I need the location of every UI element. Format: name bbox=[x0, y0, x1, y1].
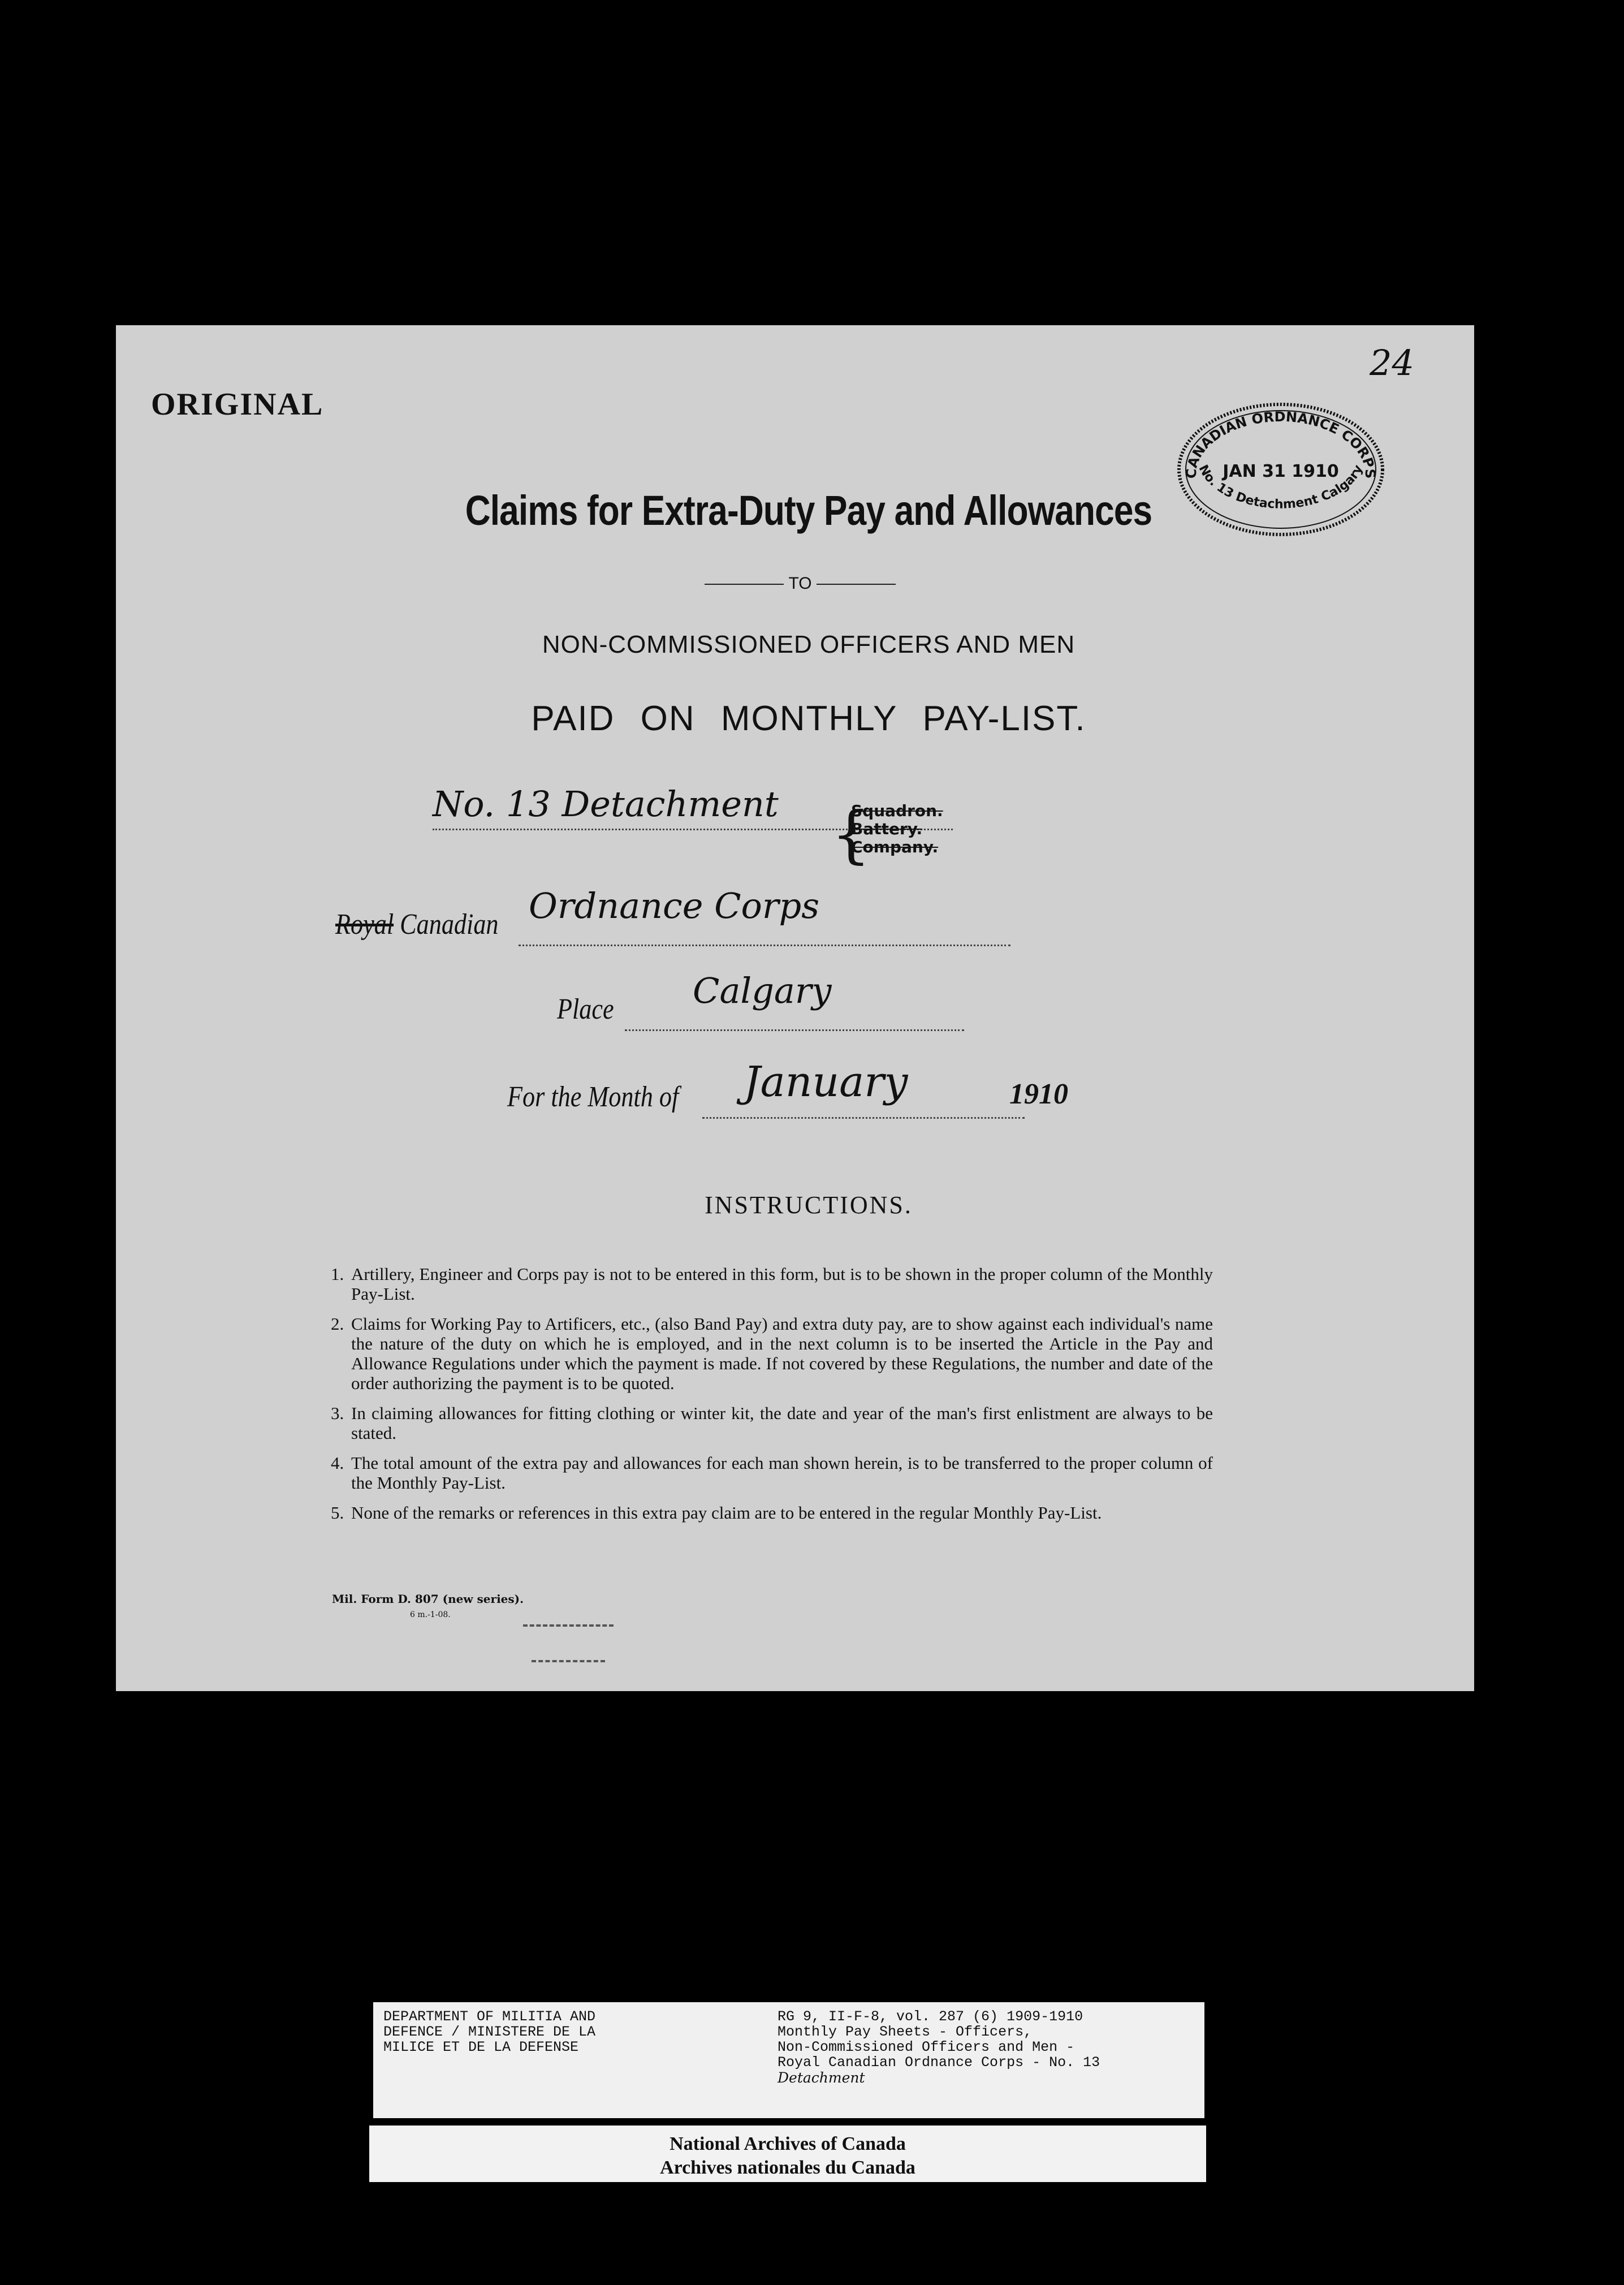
record-group-text: RG 9, II-F-8, vol. 287 (6) 1909-1910 Monthly Pay Sheets - Officers, Non-Commissioned Officers and Men - Royal Canadian Ordnance Corps - No. 13 Detachment bbox=[778, 2008, 1100, 2086]
stamp-bottom-text: No. 13 Detachment Calgary bbox=[1195, 462, 1366, 512]
canadian-label: Canadian bbox=[400, 908, 499, 941]
instruction-item: 1. Artillery, Engineer and Corps pay is not to be entered in this form, but is to be shown in the proper column of the Monthly Pay-List. bbox=[331, 1264, 1213, 1304]
month-label: For the Month of bbox=[507, 1081, 679, 1113]
unit-type-battery: Battery. bbox=[851, 820, 923, 838]
form-title: Claims for Extra-Duty Pay and Allowances bbox=[465, 487, 1152, 534]
instructions-list bbox=[331, 1264, 1213, 1533]
year-value: 1910 bbox=[1009, 1078, 1068, 1110]
instructions-title: INSTRUCTIONS. bbox=[705, 1191, 913, 1219]
instruction-item: 4. The total amount of the extra pay and allowances for each man shown herein, is to be transferred to the proper column of the Monthly Pay-List. bbox=[331, 1453, 1213, 1493]
to-text: TO bbox=[788, 574, 812, 593]
form-subtitle: NON-COMMISSIONED OFFICERS AND MEN bbox=[542, 631, 1076, 658]
archive-reference-label bbox=[373, 2002, 1204, 2118]
corps-handwritten: Ordnance Corps bbox=[529, 885, 820, 926]
instruction-item: 5. None of the remarks or references in this extra pay claim are to be entered in the regular Monthly Pay-List. bbox=[331, 1503, 1102, 1523]
unit-type-options bbox=[851, 802, 943, 856]
paid-on-heading: PAID ON MONTHLY PAY-LIST. bbox=[531, 699, 1086, 738]
to-divider bbox=[625, 574, 975, 593]
corps-label bbox=[335, 908, 499, 941]
place-label: Place bbox=[557, 993, 614, 1025]
stamp-top-text: CANADIAN ORDNANCE CORPS bbox=[1183, 408, 1379, 479]
form-number: Mil. Form D. 807 (new series). bbox=[332, 1592, 524, 1606]
unit-type-squadron: Squadron. bbox=[851, 801, 943, 820]
form-sheet bbox=[116, 325, 1474, 1691]
page-number: 24 bbox=[1370, 342, 1414, 383]
unit-type-company: Company. bbox=[851, 838, 939, 856]
dash-mark bbox=[532, 1660, 605, 1662]
unit-handwritten: No. 13 Detachment bbox=[433, 783, 779, 825]
form-print-code: 6 m.-1-08. bbox=[410, 1610, 451, 1619]
royal-struck: Royal bbox=[335, 908, 394, 941]
national-archives-label: National Archives of Canada Archives nationales du Canada bbox=[369, 2126, 1206, 2182]
instruction-item: 3. In claiming allowances for fitting clothing or winter kit, the date and year of the man's first enlistment are always to be stated. bbox=[331, 1403, 1213, 1443]
dash-mark bbox=[523, 1624, 614, 1627]
department-text: DEPARTMENT OF MILITIA AND DEFENCE / MINISTERE DE LA MILICE ET DE LA DEFENSE bbox=[383, 2008, 596, 2055]
original-marker: ORIGINAL bbox=[151, 387, 324, 422]
place-handwritten: Calgary bbox=[693, 970, 832, 1011]
month-handwritten: January bbox=[744, 1058, 908, 1106]
instruction-item: 2. Claims for Working Pay to Artificers, etc., (also Band Pay) and extra duty pay, are to show against each individual's name the nature of the duty on which he is employed, and in the next column is to be inserted the Article in the Pay and Allowance Regulations under which the payment is made. If not covered by these Regulations, the number and date of the order authorizing the payment is to be quoted. bbox=[331, 1314, 1213, 1393]
brace: { bbox=[831, 798, 871, 870]
stamp-date: JAN 31 1910 bbox=[1223, 462, 1339, 481]
